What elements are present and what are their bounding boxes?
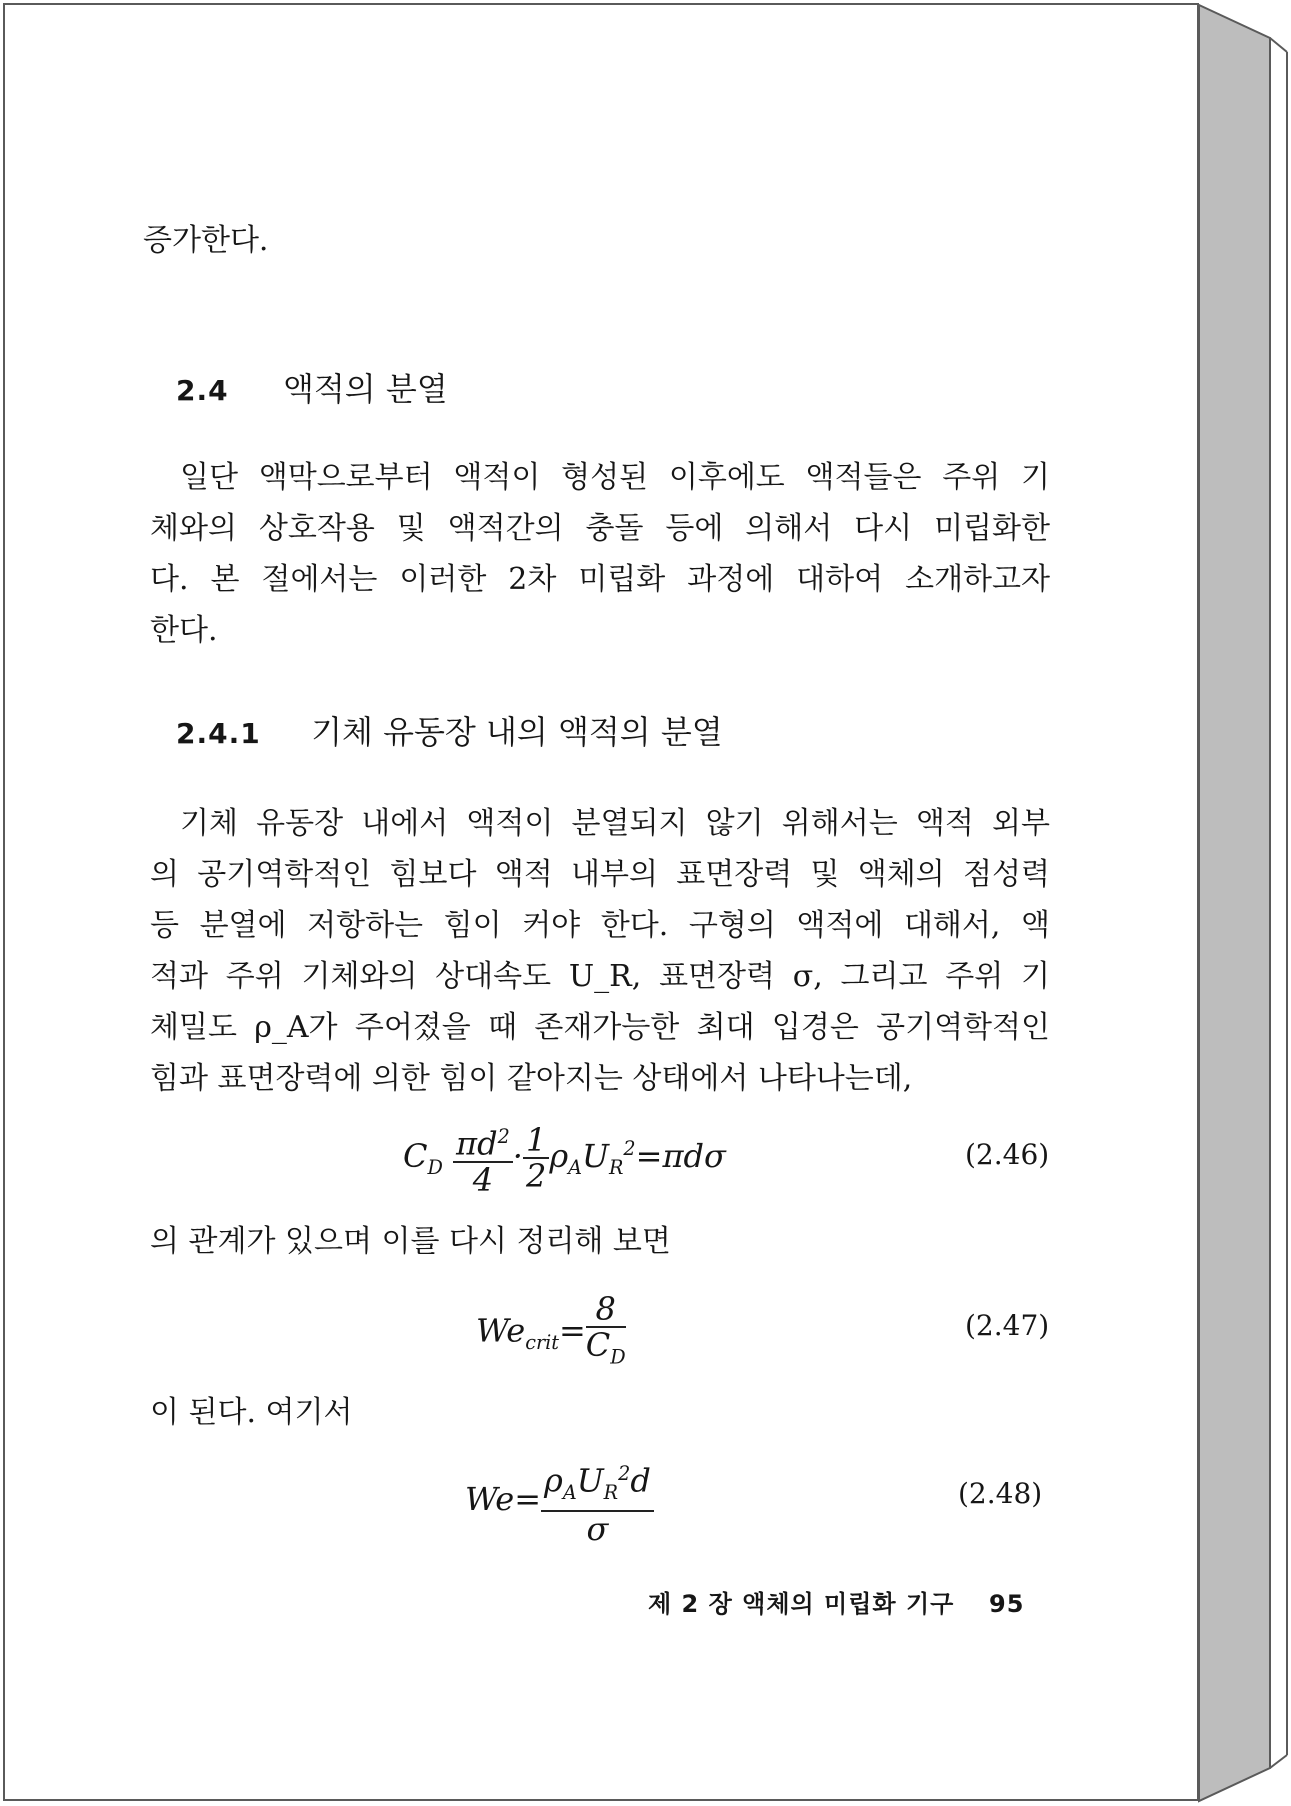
paragraph-line: 적과 주위 기체와의 상대속도 U_R, 표면장력 σ, 그리고 주위 기 [150,959,1050,994]
continuation-text: 증가한다. [143,223,269,258]
subsection-number: 2.4.1 [176,717,261,750]
paragraph-line: 다. 본 절에서는 이러한 2차 미립화 과정에 대하여 소개하고자 [150,562,1050,597]
equation-number: (2.48) [958,1477,1043,1510]
paragraph-line: 체밀도 ρ_A가 주어졌을 때 존재가능한 최대 입경은 공기역학적인 [150,1010,1050,1045]
paragraph-line: 일단 액막으로부터 액적이 형성된 이후에도 액적들은 주위 기 [180,460,1050,495]
paragraph-line: 등 분열에 저항하는 힘이 커야 한다. 구형의 액적에 대해서, 액 [150,908,1050,943]
equation-number: (2.47) [965,1309,1050,1342]
paragraph-line: 힘과 표면장력에 의한 힘이 같아지는 상태에서 나타나는데, [150,1061,913,1096]
subsection-heading [176,707,723,753]
body-paragraph [150,798,1050,1104]
paragraph-line: 의 공기역학적인 힘보다 액적 내부의 표면장력 및 액체의 점성력 [150,857,1050,892]
equation-2-47: $We_{crit}=$ $\frac{8}{C_D}$ [476,1290,626,1369]
equation-connector-text: 의 관계가 있으며 이를 다시 정리해 보면 [150,1224,671,1259]
paragraph-line: 기체 유동장 내에서 액적이 분열되지 않기 위해서는 액적 외부 [180,806,1050,841]
section-number: 2.4 [176,374,229,407]
equation-number: (2.46) [965,1138,1050,1171]
equation-connector-text: 이 된다. 여기서 [150,1395,353,1430]
paragraph-line: 한다. [150,613,218,648]
intro-paragraph [150,452,1050,656]
section-heading [176,364,448,410]
page-number: 95 [989,1590,1025,1618]
subsection-title: 기체 유동장 내의 액적의 분열 [311,713,723,751]
section-title: 액적의 분열 [282,370,448,408]
equation-2-46: $C_D$ $\frac{\pi d^2}{4}$ · $\frac{1}{2}$ $\rho_AU_R^2=\pi d\sigma$ [403,1121,726,1199]
running-footer [648,1584,1024,1619]
equation-2-48: We= $\frac{\rho_AU_R^2d}{\sigma}$ [465,1457,654,1546]
chapter-title: 제 2 장 액체의 미립화 기구 [648,1590,955,1618]
paragraph-line: 체와의 상호작용 및 액적간의 충돌 등에 의해서 다시 미립화한 [150,511,1050,546]
